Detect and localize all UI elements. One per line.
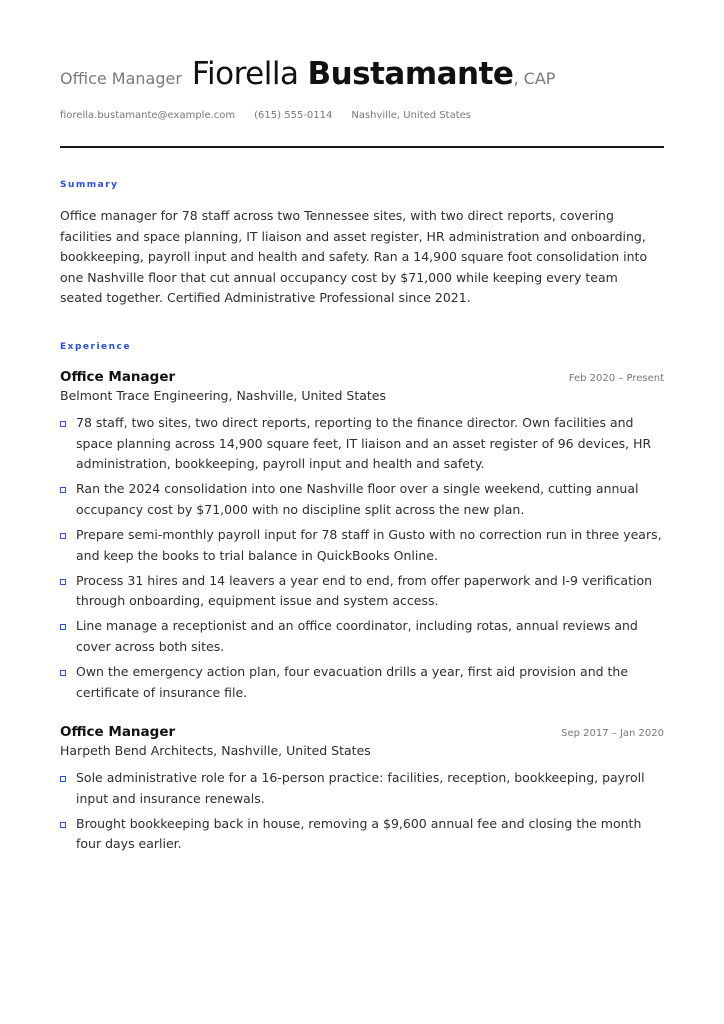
bullet-item bbox=[60, 662, 664, 703]
square-bullet-icon bbox=[60, 487, 66, 493]
job-bullets bbox=[60, 413, 664, 703]
job-header bbox=[60, 369, 664, 385]
summary-text: Office manager for 78 staff across two Tennessee sites, with two direct reports, covering facilities and space planning, IT liaison and asset register, HR administration and onboarding, bookkeeping, payroll input and health and safety. Ran a 14,900 square foot consolidation into one Nashville floor that cut annual occupancy cost by $71,000 while keeping every team seated together. Certified Administrative Professional since 2021. bbox=[60, 208, 648, 306]
contact-line bbox=[60, 110, 664, 121]
bullet-text: 78 staff, two sites, two direct reports, reporting to the finance director. Own facilities and space planning across 14,900 square feet, IT liaison and an asset register of 96 devices, HR administration, bookkeeping, payroll input and health and safety. bbox=[76, 415, 652, 472]
email[interactable]: fiorella.bustamante@example.com bbox=[60, 110, 236, 121]
role-prefix: Office Manager bbox=[60, 69, 182, 88]
experience-heading: Experience bbox=[60, 342, 131, 352]
job-header bbox=[60, 724, 664, 740]
bullet-text: Brought bookkeeping back in house, removing a $9,600 annual fee and closing the month four days earlier. bbox=[76, 815, 642, 852]
square-bullet-icon bbox=[60, 822, 66, 828]
bullet-text: Line manage a receptionist and an office coordinator, including rotas, annual reviews and cover across both sites. bbox=[76, 618, 638, 654]
bullet-item bbox=[60, 413, 664, 475]
square-bullet-icon bbox=[60, 533, 66, 539]
job-dates: Feb 2020 – Present bbox=[568, 373, 664, 384]
job-entry bbox=[60, 724, 664, 859]
name-line bbox=[60, 56, 664, 92]
location: Nashville, United States bbox=[351, 110, 471, 121]
summary-heading: Summary bbox=[60, 180, 119, 190]
job-bullets bbox=[60, 768, 664, 855]
resume-header bbox=[60, 56, 664, 121]
credential-suffix: , CAP bbox=[513, 69, 556, 88]
square-bullet-icon bbox=[60, 670, 66, 676]
job-dates: Sep 2017 – Jan 2020 bbox=[561, 728, 664, 739]
bullet-text: Process 31 hires and 14 leavers a year end to end, from offer paperwork and I-9 verification through onboarding, equipment issue and system access. bbox=[76, 572, 653, 609]
square-bullet-icon bbox=[60, 624, 66, 630]
square-bullet-icon bbox=[60, 579, 66, 585]
job-company: Belmont Trace Engineering, Nashville, United States bbox=[60, 388, 386, 403]
bullet-text: Sole administrative role for a 16-person practice: facilities, reception, bookkeeping, payroll input and insurance renewals. bbox=[76, 770, 645, 806]
bullet-text: Prepare semi-monthly payroll input for 78 staff in Gusto with no correction run in three years, and keep the books to trial balance in QuickBooks Online. bbox=[76, 526, 662, 563]
bullet-item bbox=[60, 525, 664, 566]
phone[interactable]: (615) 555-0114 bbox=[254, 110, 333, 121]
bullet-item bbox=[60, 571, 664, 612]
bullet-text: Own the emergency action plan, four evacuation drills a year, first aid provision and the certificate of insurance file. bbox=[76, 664, 629, 700]
last-name: Bustamante bbox=[307, 56, 514, 92]
bullet-text: Ran the 2024 consolidation into one Nashville floor over a single weekend, cutting annual occupancy cost by $71,000 with no discipline split across the new plan. bbox=[76, 481, 639, 517]
first-name: Fiorella bbox=[191, 56, 299, 92]
job-title: Office Manager bbox=[60, 369, 176, 385]
job-company: Harpeth Bend Architects, Nashville, United States bbox=[60, 743, 371, 758]
bullet-item bbox=[60, 479, 664, 520]
bullet-item bbox=[60, 616, 664, 657]
square-bullet-icon bbox=[60, 421, 66, 427]
bullet-item bbox=[60, 768, 664, 809]
job-title: Office Manager bbox=[60, 724, 176, 740]
bullet-item bbox=[60, 814, 664, 855]
job-entry bbox=[60, 369, 664, 708]
header-divider bbox=[60, 146, 664, 148]
square-bullet-icon bbox=[60, 776, 66, 782]
